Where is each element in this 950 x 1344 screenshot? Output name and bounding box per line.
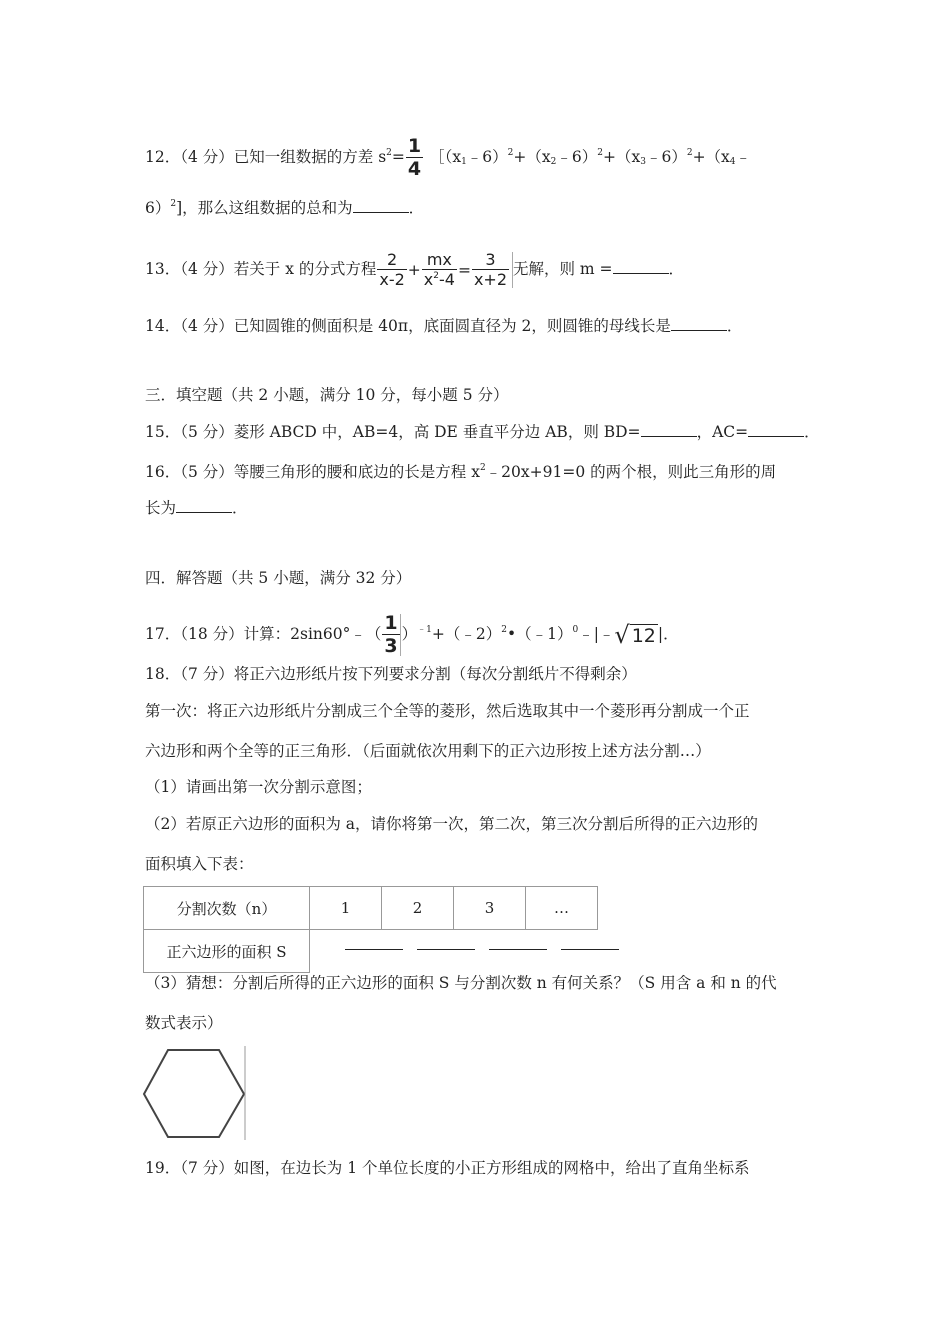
q18-line3: 六边形和两个全等的正三角形．（后面就依次用剩下的正六边形按上述方法分割…）: [145, 742, 711, 760]
q18-line8: 数式表示）: [145, 1014, 223, 1032]
section-3-title: 三．填空题（共 2 小题，满分 10 分，每小题 5 分）: [145, 386, 509, 404]
answer-blank[interactable]: [417, 949, 475, 950]
q12-line1: 12．（4 分）已知一组数据的方差 $s^2=$ $\frac{1}{4}$ $[(x_1﹣6)^2+(x_2﹣6)^2+(x_3﹣6)^2+(x_4﹣$: [145, 135, 752, 180]
q19-line1: 19．（7 分）如图，在边长为 1 个单位长度的小正方形组成的网格中，给出了直角坐标系: [145, 1159, 750, 1177]
q14-line: 14．（4 分）已知圆锥的侧面积是 40π，底面圆直径为 2，则圆锥的母线长是 ．: [145, 317, 743, 335]
answer-blank[interactable]: [561, 949, 619, 950]
answer-blank[interactable]: [641, 421, 697, 437]
answer-blank[interactable]: [613, 258, 669, 274]
table-row: 正六边形的面积 S: [144, 930, 598, 973]
q13-equation-image: $\frac{2}{x-2}$ + $\frac{mx}{x^2-4}$ = $\frac{3}{x+2}$: [376, 252, 513, 288]
q18-line6: 面积填入下表：: [145, 855, 254, 873]
answer-blank[interactable]: [489, 949, 547, 950]
q18-line4: （1）请画出第一次分割示意图；: [145, 778, 372, 796]
answer-blank[interactable]: [345, 949, 403, 950]
q12-fraction: $\frac{1}{4}$: [407, 135, 422, 180]
q12-line2: 6）$^2$]，那么这组数据的总和为 ．: [145, 199, 425, 217]
q17-line: 17．（18 分）计算：2sin60°﹣（ $\frac{1}{3}$ ）$^{﹣1}$+（﹣2）$^2$•（﹣1）$^0$﹣|﹣ √ 12 |．: [145, 612, 679, 657]
q18-line1: 18．（7 分）将正六边形纸片按下列要求分割（每次分割纸片不得剩余）: [145, 665, 637, 683]
q18-line2: 第一次：将正六边形纸片分割成三个全等的菱形，然后选取其中一个菱形再分割成一个正: [145, 702, 750, 720]
q17-fraction: $\frac{1}{3}$: [382, 614, 400, 656]
q18-line5: （2）若原正六边形的面积为 a，请你将第一次，第二次，第三次分割后所得的正六边形的: [145, 815, 759, 833]
q13-line: 13．（4 分）若关于 x 的分式方程 $\frac{2}{x-2}$ + $\frac{mx}{x^2-4}$ = $\frac{3}{x+2}$ 无解，则 m = ．: [145, 250, 685, 289]
answer-blank[interactable]: [748, 421, 804, 437]
section-4-title: 四．解答题（共 5 小题，满分 32 分）: [145, 569, 412, 587]
table-row: 分割次数（n） 1 2 3 …: [144, 887, 598, 930]
q16-line2: 长为 ．: [145, 499, 248, 517]
q16-line1: 16．（5 分）等腰三角形的腰和底边的长是方程 $x^2﹣20x+91=0$ 的两个根，则此三角形的周: [145, 463, 777, 481]
q18-line7: （3）猜想：分割后所得的正六边形的面积 S 与分割次数 n 有何关系？（S 用含 a 和 n 的代: [145, 974, 777, 992]
hexagon-figure: [140, 1046, 250, 1140]
answer-blank[interactable]: [176, 497, 232, 513]
answer-blank[interactable]: [671, 315, 727, 331]
q15-line: 15．（5 分）菱形 ABCD 中，AB=4，高 DE 垂直平分边 AB，则 BD= ，AC= ．: [145, 423, 820, 441]
sqrt-12: √ 12: [614, 621, 656, 649]
answer-blank[interactable]: [353, 197, 409, 213]
hexagon-shape: [144, 1050, 244, 1137]
area-table: [143, 886, 598, 973]
